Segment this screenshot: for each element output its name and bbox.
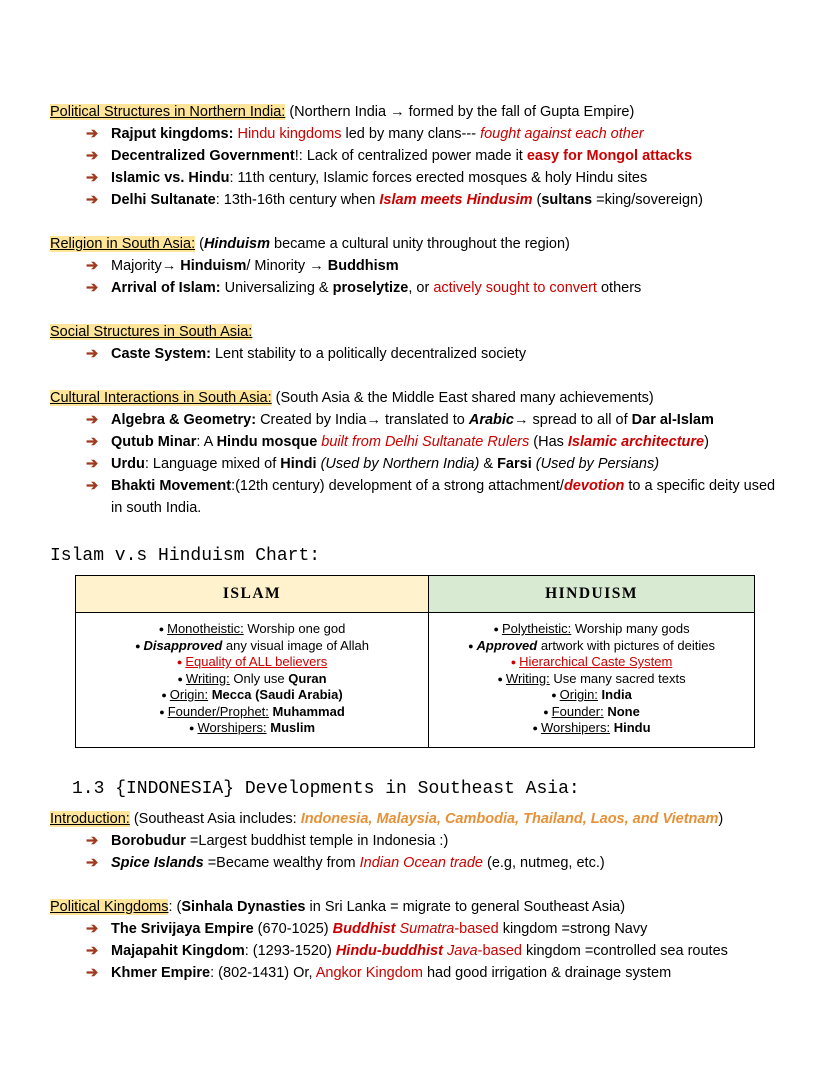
- text-run: Sumatra: [399, 920, 455, 937]
- bullet-text: [111, 409, 778, 431]
- bullet-text: [111, 962, 778, 984]
- arrow-bullet-icon: ➔: [86, 170, 99, 186]
- text-run: Urdu: [111, 456, 145, 472]
- bullet-dot-icon: ●: [510, 657, 517, 667]
- text-run: Founder:: [551, 703, 604, 719]
- text-run: (e.g, nutmeg, etc.): [482, 854, 605, 871]
- text-run: Muhammad: [272, 703, 345, 719]
- bullet-dot-icon: ●: [497, 673, 503, 684]
- bullet-item: [50, 255, 778, 277]
- text-run: Khmer Empire: [111, 964, 211, 981]
- arrow-bullet-icon: ➔: [86, 964, 99, 981]
- table-line: [80, 621, 424, 638]
- arrow-bullet-icon: ➔: [86, 478, 99, 494]
- bullet-item: [50, 145, 778, 167]
- text-run: =Largest buddhist temple in Indonesia :): [185, 832, 449, 849]
- bullet-dot-icon: ●: [177, 673, 183, 684]
- arrow-bullet-icon: ➔: [86, 854, 99, 871]
- text-run: Islam v.s Hinduism Chart:: [50, 546, 321, 566]
- text-run: Political Structures in Northern India:: [50, 104, 286, 120]
- text-run: : (: [168, 898, 182, 915]
- table-line: [80, 638, 424, 655]
- arrow-bullet-icon: ➔: [86, 280, 99, 296]
- text-run: Origin:: [169, 687, 209, 702]
- table-column-header: HINDUISM: [429, 576, 755, 613]
- table-line: [433, 621, 750, 638]
- text-run: to a specific deity used in south India.: [111, 478, 776, 516]
- text-run: =Became wealthy from: [203, 854, 360, 871]
- bullet-text: [111, 852, 778, 874]
- bullet-dot-icon: ●: [468, 640, 474, 651]
- text-run: &: [479, 456, 498, 472]
- arrow-bullet-icon: ➔: [86, 346, 99, 362]
- text-run: Approved: [476, 637, 538, 653]
- bullet-text: [111, 277, 778, 299]
- bullet-item: [50, 830, 778, 852]
- section-heading: [50, 321, 778, 343]
- text-run: Polytheistic:: [501, 621, 572, 636]
- table-line: [80, 720, 424, 737]
- text-run: fought against each other: [480, 126, 644, 142]
- bullet-dot-icon: ●: [176, 657, 183, 667]
- arrow-bullet-icon: ➔: [86, 192, 99, 208]
- text-run: !: Lack of centralized power made it: [294, 148, 527, 164]
- section-heading: [50, 896, 778, 918]
- text-run: devotion: [563, 478, 625, 494]
- spacer: [50, 365, 778, 387]
- table-line: [80, 671, 424, 688]
- bullet-item: [50, 431, 778, 453]
- arrow-bullet-icon: ➔: [86, 832, 99, 849]
- section-heading: [50, 101, 778, 123]
- text-run: Universalizing &: [220, 280, 333, 296]
- text-run: Introduction:: [50, 810, 130, 827]
- text-run: : 13th-16th century when: [215, 192, 380, 208]
- text-run: sultans: [541, 192, 593, 208]
- text-run: → spread to all of: [513, 412, 632, 428]
- table-line: [433, 654, 750, 671]
- bullet-dot-icon: ●: [189, 723, 195, 733]
- text-run: Islamic vs. Hindu: [111, 170, 230, 186]
- bullet-text: [111, 940, 778, 962]
- text-run: easy for Mongol attacks: [526, 148, 693, 164]
- text-run: Hierarchical Caste System: [519, 654, 673, 669]
- text-run: Majapahit Kingdom: [111, 942, 245, 959]
- mono-heading: [50, 776, 778, 802]
- bullet-text: [111, 918, 778, 940]
- bullet-item: [50, 940, 778, 962]
- bullet-text: [111, 453, 778, 475]
- text-run: Dar al-Islam: [631, 412, 714, 428]
- text-run: Angkor Kingdom: [315, 964, 423, 981]
- mono-heading: [50, 543, 778, 569]
- text-run: Sinhala Dynasties: [181, 898, 306, 915]
- bullet-text: [111, 145, 778, 167]
- text-run: The Srivijaya Empire: [111, 920, 254, 937]
- text-run: Social Structures in South Asia:: [50, 324, 253, 340]
- arrow-bullet-icon: ➔: [86, 456, 99, 472]
- arrow-bullet-icon: ➔: [86, 126, 99, 142]
- text-run: =king/sovereign): [592, 192, 703, 208]
- arrow-bullet-icon: ➔: [86, 412, 99, 428]
- text-run: Hindu mosque: [216, 434, 318, 450]
- text-run: ): [718, 810, 724, 827]
- text-run: Lent stability to a politically decentralized society: [210, 346, 527, 362]
- text-run: Algebra & Geometry:: [111, 412, 257, 428]
- table-line: [80, 687, 424, 704]
- text-run: Mecca (Saudi Arabia): [211, 687, 343, 702]
- bullet-dot-icon: ●: [159, 706, 165, 717]
- bullet-text: [111, 167, 778, 189]
- text-run: Hinduism: [203, 236, 271, 252]
- text-run: Borobudur: [111, 832, 186, 849]
- text-run: Spice Islands: [111, 854, 204, 871]
- text-run: proselytize: [332, 280, 409, 296]
- bullet-text: [111, 830, 778, 852]
- text-run: Disapproved: [143, 637, 223, 653]
- text-run: Political Kingdoms: [50, 898, 169, 915]
- table-line: [433, 704, 750, 721]
- bullet-item: [50, 343, 778, 365]
- section-heading: [50, 808, 778, 830]
- bullet-dot-icon: ●: [135, 640, 141, 651]
- text-run: Religion in South Asia:: [50, 236, 196, 252]
- text-run: Indonesia, Malaysia, Cambodia, Thailand, Laos, and Vietnam: [300, 810, 719, 827]
- bullet-item: [50, 123, 778, 145]
- text-run: Caste System:: [111, 346, 211, 362]
- text-run: Hindu: [613, 720, 651, 735]
- text-run: , or: [408, 280, 434, 296]
- bullet-item: [50, 962, 778, 984]
- text-run: Arabic: [468, 412, 514, 428]
- bullet-item: [50, 189, 778, 211]
- text-run: (Southeast Asia includes:: [129, 810, 301, 827]
- text-run: Use many sacred texts: [549, 670, 686, 686]
- text-run: Delhi Sultanate: [111, 192, 216, 208]
- bullet-item: [50, 453, 778, 475]
- text-run: Worship many gods: [571, 621, 690, 636]
- text-run: kingdom =strong Navy: [498, 920, 648, 937]
- text-run: None: [607, 703, 640, 719]
- text-run: Worshipers:: [197, 720, 267, 735]
- text-run: -based: [454, 920, 499, 937]
- text-run: (Used by Persians): [535, 456, 660, 472]
- text-run: (: [195, 236, 204, 252]
- text-run: (Used by Northern India): [320, 456, 480, 472]
- text-run: artwork with pictures of deities: [537, 637, 715, 653]
- text-run: : (1293-1520): [244, 942, 336, 959]
- arrow-bullet-icon: ➔: [86, 942, 99, 959]
- islam-hinduism-comparison-table: [75, 575, 755, 748]
- text-run: Equality of ALL believers: [185, 654, 328, 669]
- text-run: Writing:: [185, 670, 230, 686]
- text-run: Indian Ocean trade: [359, 854, 483, 871]
- text-run: others: [596, 280, 642, 296]
- bullet-text: [111, 255, 778, 277]
- text-run: Hindu kingdoms: [237, 126, 342, 142]
- text-run: India: [601, 687, 632, 702]
- text-run: Only use: [229, 670, 289, 686]
- text-run: Hinduism: [180, 258, 247, 274]
- text-run: (South Asia & the Middle East shared many achievements): [271, 390, 654, 406]
- text-run: (Has: [529, 434, 568, 450]
- section-heading: [50, 387, 778, 409]
- text-run: Buddhist: [332, 920, 396, 937]
- text-run: Cultural Interactions in South Asia:: [50, 390, 272, 406]
- text-run: Qutub Minar: [111, 434, 197, 450]
- text-run: / Minority →: [246, 258, 328, 274]
- text-run: Rajput kingdoms:: [111, 126, 234, 142]
- table-line: [433, 687, 750, 704]
- bullet-item: [50, 918, 778, 940]
- bullet-item: [50, 475, 778, 519]
- text-run: Founder/Prophet:: [167, 703, 269, 719]
- table-line: [433, 720, 750, 737]
- text-run: Writing:: [505, 670, 550, 686]
- text-run: (: [532, 192, 542, 208]
- text-run: had good irrigation & drainage system: [422, 964, 672, 981]
- text-run: Monotheistic:: [167, 621, 244, 636]
- text-run: any visual image of Allah: [222, 637, 369, 653]
- bullet-item: [50, 409, 778, 431]
- table-line: [80, 704, 424, 721]
- bullet-dot-icon: ●: [543, 706, 549, 717]
- spacer: [50, 519, 778, 541]
- arrow-bullet-icon: ➔: [86, 258, 99, 274]
- bullet-dot-icon: ●: [493, 624, 499, 634]
- text-run: in Sri Lanka = migrate to general Southeast Asia): [305, 898, 626, 915]
- table-column-header: ISLAM: [76, 576, 429, 613]
- text-run: Arrival of Islam:: [111, 280, 221, 296]
- bullet-text: [111, 475, 778, 519]
- text-run: Java: [446, 942, 478, 959]
- bullet-item: [50, 852, 778, 874]
- text-run: Created by India→ translated to: [256, 412, 469, 428]
- text-run: Decentralized Government: [111, 148, 295, 164]
- bullet-item: [50, 167, 778, 189]
- bullet-text: [111, 431, 778, 453]
- text-run: Worship one god: [243, 621, 346, 636]
- text-run: : A: [196, 434, 217, 450]
- spacer: [50, 748, 778, 774]
- bullet-item: [50, 277, 778, 299]
- bullet-text: [111, 343, 778, 365]
- text-run: (670-1025): [253, 920, 333, 937]
- text-run: Hindu-buddhist: [335, 942, 443, 959]
- section-heading: [50, 233, 778, 255]
- text-run: (Northern India → formed by the fall of Gupta Empire): [285, 104, 635, 120]
- text-run: kingdom =controlled sea routes: [521, 942, 728, 959]
- text-run: became a cultural unity throughout the region): [270, 236, 570, 252]
- arrow-bullet-icon: ➔: [86, 920, 99, 937]
- table-line: [433, 638, 750, 655]
- text-run: Origin:: [559, 687, 598, 702]
- text-run: 1.3 {INDONESIA} Developments in Southeast Asia:: [72, 778, 580, 799]
- table-line: [433, 671, 750, 688]
- text-run: Islam meets Hindusim: [379, 192, 533, 208]
- text-run: Bhakti Movement: [111, 478, 232, 494]
- text-run: built from Delhi Sultanate Rulers: [321, 434, 530, 450]
- text-run: Farsi: [497, 456, 532, 472]
- bullet-dot-icon: ●: [551, 690, 557, 700]
- text-run: Quran: [288, 670, 327, 686]
- text-run: Buddhism: [327, 258, 399, 274]
- text-run: led by many clans---: [341, 126, 481, 142]
- spacer: [50, 299, 778, 321]
- arrow-bullet-icon: ➔: [86, 148, 99, 164]
- bullet-dot-icon: ●: [532, 723, 538, 733]
- text-run: Muslim: [270, 720, 316, 735]
- text-run: ): [704, 434, 709, 450]
- bullet-dot-icon: ●: [158, 624, 165, 634]
- bullet-text: [111, 189, 778, 211]
- bullet-text: [111, 123, 778, 145]
- text-run: Majority→: [111, 258, 181, 274]
- text-run: Worshipers:: [540, 720, 611, 735]
- text-run: Hindi: [280, 456, 317, 472]
- text-run: : Language mixed of: [144, 456, 281, 472]
- text-run: : (802-1431) Or,: [210, 964, 316, 981]
- text-run: : 11th century, Islamic forces erected mosques & holy Hindu sites: [229, 170, 648, 186]
- spacer: [50, 874, 778, 896]
- arrow-bullet-icon: ➔: [86, 434, 99, 450]
- table-line: [80, 654, 424, 671]
- text-run: -based: [477, 942, 522, 959]
- text-run: actively sought to convert: [433, 280, 597, 296]
- table-cell: [76, 613, 429, 748]
- table-cell: [429, 613, 755, 748]
- text-run: :(12th century) development of a strong attachment/: [231, 478, 564, 494]
- bullet-dot-icon: ●: [161, 690, 167, 700]
- text-run: Islamic architecture: [567, 434, 705, 450]
- spacer: [50, 211, 778, 233]
